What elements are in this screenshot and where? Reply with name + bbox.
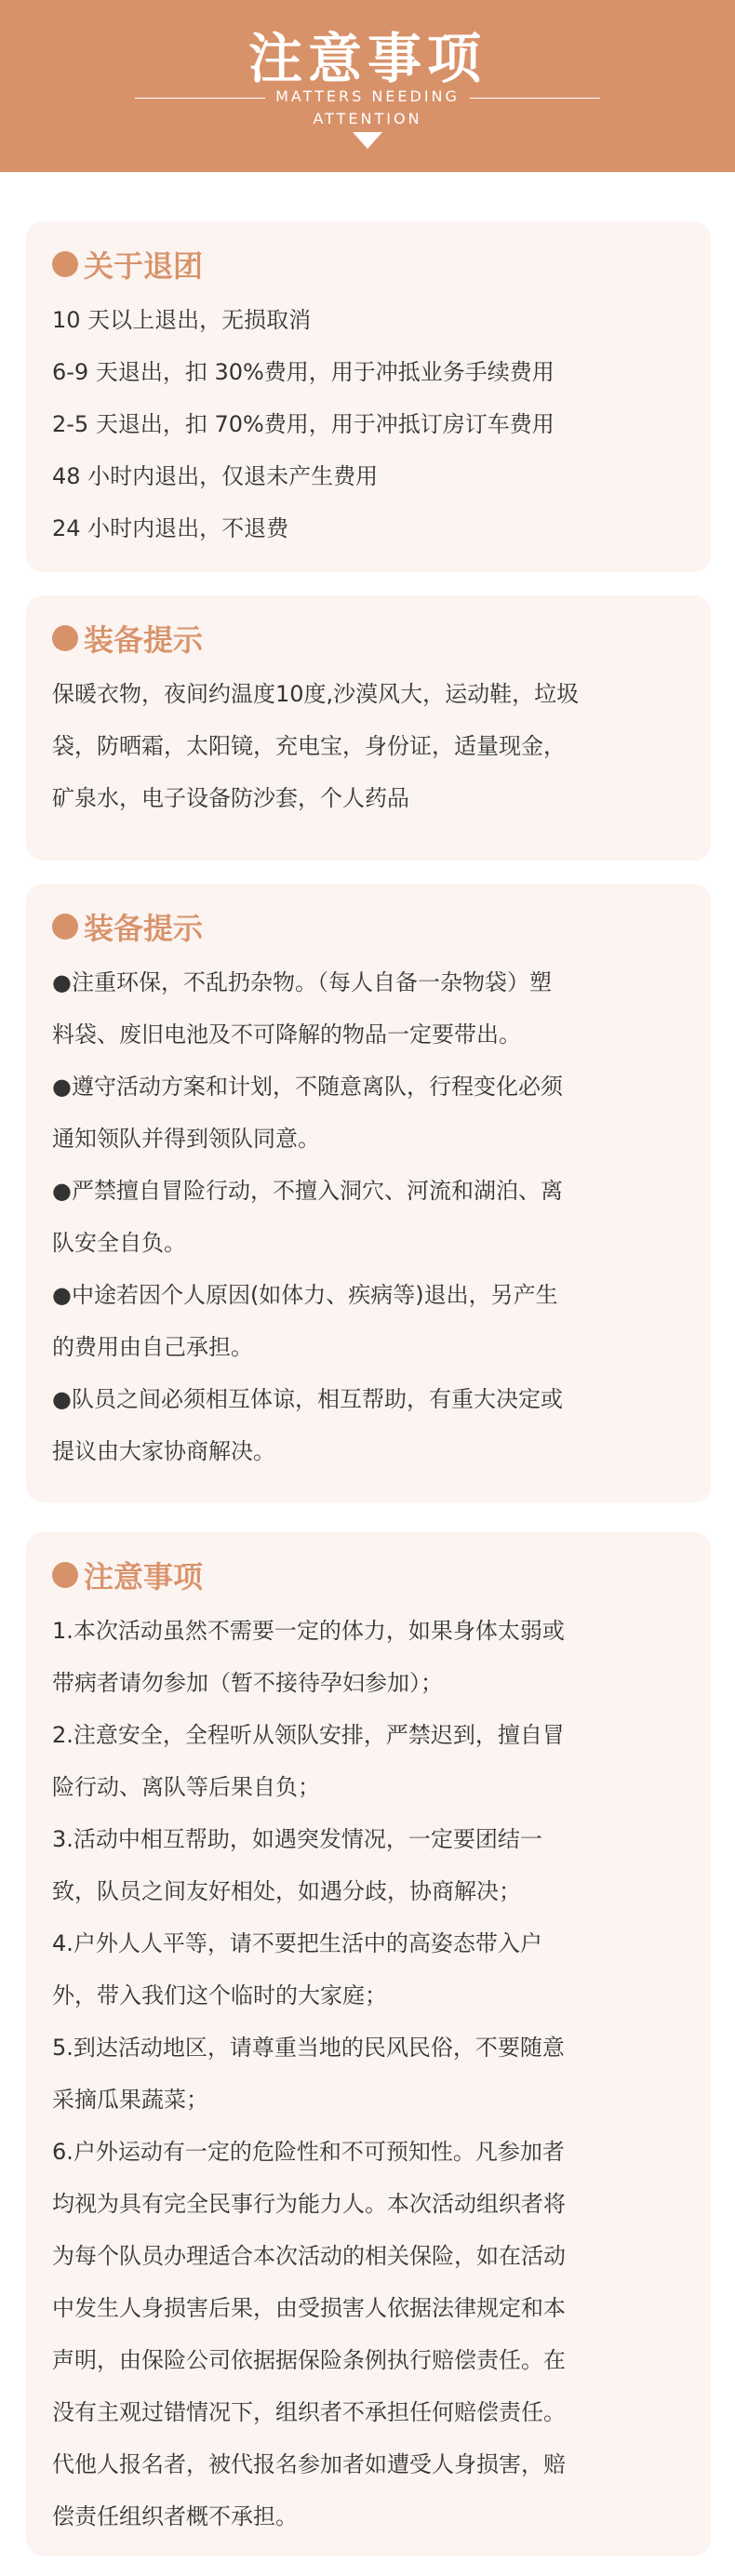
list-item <box>52 1165 687 1269</box>
section-title-text: 关于退团 <box>84 248 204 284</box>
section-equipment <box>26 595 711 861</box>
section-withdrawal <box>26 221 711 572</box>
notes-line: 中发生人身损害后果，由受损害人依据法律规定和本 <box>52 2295 566 2321</box>
list-item-line: ●严禁擅自冒险行动，不擅入洞穴、河流和湖泊、离 <box>52 1178 563 1204</box>
section-title-text: 注意事项 <box>84 1559 204 1595</box>
bullet-dot-icon <box>52 251 78 277</box>
list-item-line: ●遵守活动方案和计划，不随意离队，行程变化必须 <box>52 1074 563 1100</box>
subtitle-line-2: ATTENTION <box>313 110 422 127</box>
list-item-line: 提议由大家协商解决。 <box>52 1438 275 1464</box>
bullet-dot-icon <box>52 625 78 651</box>
bullet-dot-icon <box>52 1562 78 1588</box>
list-item: 48 小时内退出，仅退未产生费用 <box>52 463 379 489</box>
list-item <box>52 956 687 1061</box>
list-item-line: 队安全自负。 <box>52 1230 186 1256</box>
list-item <box>52 1373 687 1477</box>
section-rules <box>26 884 711 1502</box>
notes-line: 5.到达活动地区，请尊重当地的民风民俗，不要随意 <box>52 2035 565 2061</box>
notes-line: 外，带入我们这个临时的大家庭； <box>52 1982 387 2009</box>
subtitle-line-1: MATTERS NEEDING <box>275 87 460 105</box>
section-title <box>52 1553 687 1597</box>
paragraph-line: 矿泉水，电子设备防沙套，个人药品 <box>52 785 409 811</box>
list-item-line: ●中途若因个人原因(如体力、疾病等)退出，另产生 <box>52 1282 558 1308</box>
list-item <box>52 1061 687 1165</box>
page-header <box>0 0 735 172</box>
list-item-line: 的费用由自己承担。 <box>52 1334 253 1360</box>
paragraph-line: 保暖衣物，夜间约温度10度,沙漠风大，运动鞋，垃圾 <box>52 681 580 707</box>
list-item: 10 天以上退出，无损取消 <box>52 307 312 333</box>
list-item: 24 小时内退出，不退费 <box>52 515 289 541</box>
list-item-line: ●队员之间必须相互体谅，相互帮助，有重大决定或 <box>52 1386 563 1412</box>
notes-line: 2.注意安全，全程听从领队安排，严禁迟到，擅自冒 <box>52 1722 565 1748</box>
section-title <box>52 904 687 949</box>
notes-line: 带病者请勿参加（暂不接待孕妇参加）； <box>52 1670 443 1696</box>
list-item-line: ●注重环保，不乱扔杂物。（每人自备一杂物袋）塑 <box>52 969 552 995</box>
list-item: 2-5 天退出，扣 70%费用，用于冲抵订房订车费用 <box>52 411 555 437</box>
paragraph-line: 袋，防晒霜，太阳镜，充电宝，身份证，适量现金， <box>52 733 566 759</box>
bullet-dot-icon <box>52 914 78 940</box>
notes-line: 偿责任组织者概不承担。 <box>52 2503 298 2529</box>
section-title-text: 装备提示 <box>84 622 204 658</box>
notes-line: 没有主观过错情况下，组织者不承担任何赔偿责任。 <box>52 2399 566 2425</box>
notes-line: 6.户外运动有一定的危险性和不可预知性。凡参加者 <box>52 2139 565 2165</box>
list-item-line: 通知领队并得到领队同意。 <box>52 1126 320 1152</box>
section-title <box>52 616 687 661</box>
notes-line: 代他人报名者，被代报名参加者如遭受人身损害，赔 <box>52 2451 566 2477</box>
notes-line: 致，队员之间友好相处，如遇分歧，协商解决； <box>52 1878 521 1904</box>
notes-line: 均视为具有完全民事行为能力人。本次活动组织者将 <box>52 2191 566 2217</box>
notes-line: 1.本次活动虽然不需要一定的体力，如果身体太弱或 <box>52 1618 565 1644</box>
notes-line: 为每个队员办理适合本次活动的相关保险，如在活动 <box>52 2243 566 2269</box>
page-title: 注意事项 <box>247 27 487 90</box>
section-notes <box>26 1532 711 2556</box>
list-item: 6-9 天退出，扣 30%费用，用于冲抵业务手续费用 <box>52 359 555 385</box>
page-subtitle <box>0 86 735 130</box>
section-title <box>52 242 687 287</box>
notes-line: 险行动、离队等后果自负； <box>52 1774 320 1800</box>
down-arrow-icon <box>353 132 382 149</box>
section-title-text: 装备提示 <box>84 911 204 946</box>
notes-line: 3.活动中相互帮助，如遇突发情况，一定要团结一 <box>52 1826 542 1852</box>
notes-line: 声明，由保险公司依据据保险条例执行赔偿责任。在 <box>52 2347 566 2373</box>
notes-line: 4.户外人人平等，请不要把生活中的高姿态带入户 <box>52 1930 542 1956</box>
list-item-line: 料袋、废旧电池及不可降解的物品一定要带出。 <box>52 1021 521 1048</box>
notes-line: 采摘瓜果蔬菜； <box>52 2087 208 2113</box>
list-item <box>52 1269 687 1373</box>
